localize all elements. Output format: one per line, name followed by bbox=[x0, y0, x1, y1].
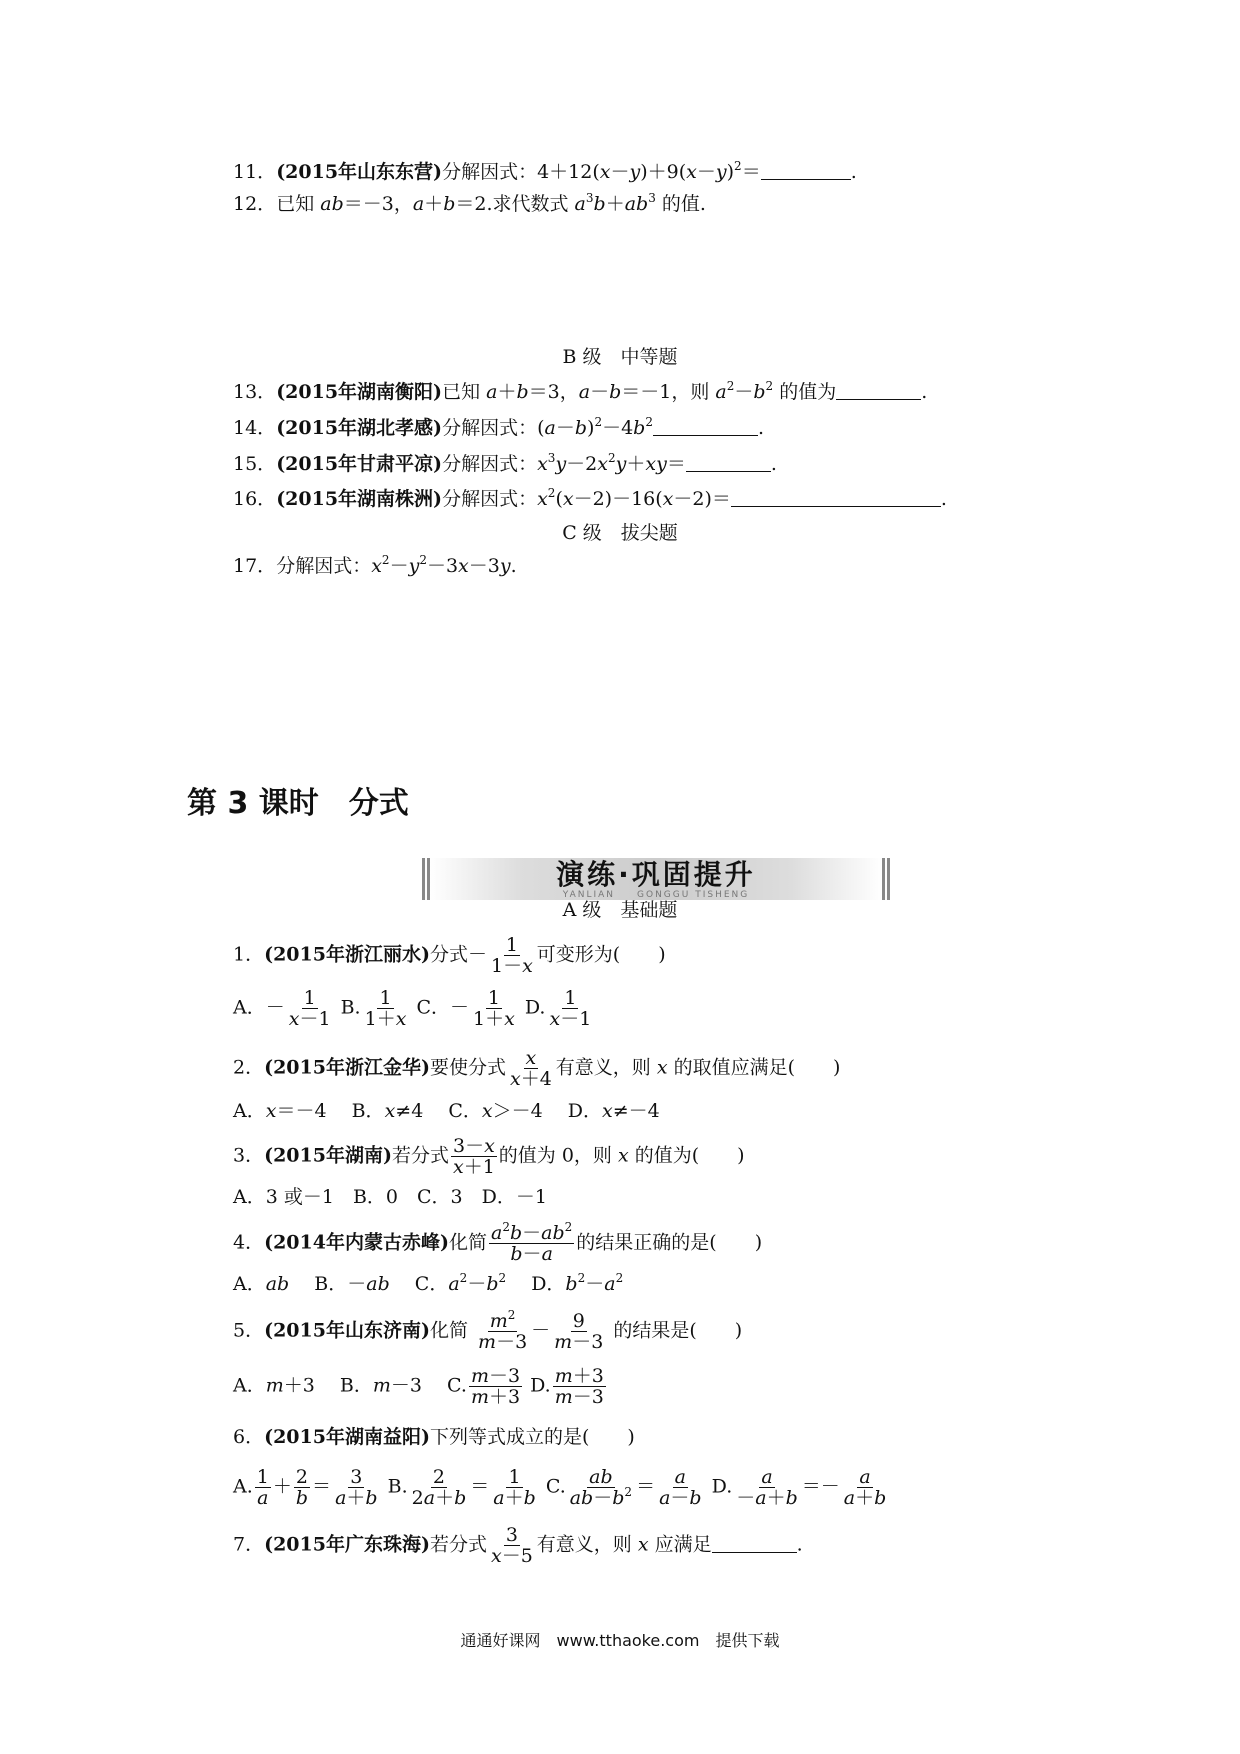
problem-5: 5．(2015年山东济南)化简 $\frac{m^2}{m-3}$ － $\frac{9}{m-3}$ 的结果是( ) bbox=[233, 1308, 743, 1353]
problem-1-options: A．－ $\frac{1}{x-1}$ B. $\frac{1}{1+x}$ C．－ $\frac{1}{1+x}$ D. $\frac{1}{x-1}$ bbox=[233, 987, 592, 1030]
question-11: 11．(2015年山东东营)分解因式：$4+12(x-y)+9(x-y)^2=$ . bbox=[233, 159, 857, 183]
question-source: (2015年山东济南) bbox=[264, 1319, 430, 1342]
answer-blank[interactable] bbox=[836, 381, 921, 400]
question-source: (2015年湖南株洲) bbox=[276, 488, 443, 510]
fraction: $\frac{3-x}{x+1}$ bbox=[452, 1135, 495, 1178]
problem-6-options: A. $\frac{1}{a}$ ＋ $\frac{2}{b}$ ＝ $\frac{3}{a+b}$ B. $\frac{2}{2a+b}$ ＝ $\frac{1}{a+b}$ C. $\frac{ab}{ab-b^2}$ ＝ $\frac{a}{a-b}$ D. $\frac{a}{-a+b}$ ＝－ $\frac{a}{a+b}$ bbox=[233, 1466, 887, 1509]
question-12: 12．已知 ab＝－3，a＋b＝2.求代数式 $a^3b+ab^3$ 的值. bbox=[233, 191, 706, 215]
section-title: 第 3 课时 分式 bbox=[187, 786, 409, 821]
fraction: $\frac{x}{x+4}$ bbox=[509, 1047, 552, 1090]
answer-blank[interactable] bbox=[731, 488, 941, 507]
level-b-heading: B 级 中等题 bbox=[562, 346, 678, 368]
answer-blank[interactable] bbox=[761, 161, 851, 180]
answer-blank[interactable] bbox=[653, 417, 758, 436]
answer-blank[interactable] bbox=[712, 1534, 797, 1553]
question-13: 13．(2015年湖南衡阳)已知 a＋b＝3，a－b＝－1，则 $a^2-b^2$ 的值为 . bbox=[233, 379, 928, 403]
problem-3: 3．(2015年湖南)若分式 $\frac{3-x}{x+1}$ 的值为 0，则 x 的值为( ) bbox=[233, 1135, 745, 1178]
problem-4: 4．(2014年内蒙古赤峰)化简 $\frac{a^2b-ab^2}{b-a}$ 的结果正确的是( ) bbox=[233, 1220, 763, 1265]
fraction: $\frac{m^2}{m-3}$ bbox=[478, 1308, 528, 1353]
practice-banner bbox=[422, 858, 890, 900]
problem-5-options: A．m＋3 B．m－3 C. $\frac{m-3}{m+3}$ D. $\frac{m+3}{m-3}$ bbox=[233, 1365, 604, 1408]
problem-4-options: A．ab B．－ab C．$a^2-b^2$ D．$b^2-a^2$ bbox=[233, 1271, 624, 1295]
problem-2-options: A．x＝－4 B．x≠4 C．x＞－4 D．x≠－4 bbox=[233, 1100, 660, 1122]
question-source: (2015年湖南衡阳) bbox=[276, 381, 443, 403]
fraction: $\frac{1}{1-x}$ bbox=[490, 934, 533, 977]
problem-2: 2．(2015年浙江金华)要使分式 $\frac{x}{x+4}$ 有意义，则 x 的取值应满足( ) bbox=[233, 1047, 841, 1090]
banner-pinyin: YANLIAN GONGGU TISHENG bbox=[562, 890, 750, 900]
fraction: $\frac{3}{x-5}$ bbox=[490, 1524, 533, 1567]
question-source: (2015年山东东营) bbox=[276, 161, 443, 183]
question-source: (2015年甘肃平凉) bbox=[276, 453, 443, 475]
question-source: (2015年湖北孝感) bbox=[276, 417, 443, 439]
question-source: (2015年广东珠海) bbox=[264, 1533, 430, 1556]
problem-6: 6．(2015年湖南益阳)下列等式成立的是( ) bbox=[233, 1426, 635, 1448]
question-source: (2014年内蒙古赤峰) bbox=[264, 1231, 449, 1254]
fraction: $\frac{a^2b-ab^2}{b-a}$ bbox=[490, 1220, 573, 1265]
fraction: $\frac{9}{m-3}$ bbox=[554, 1310, 604, 1353]
question-source: (2015年湖南) bbox=[264, 1144, 392, 1167]
question-source: (2015年湖南益阳) bbox=[264, 1426, 430, 1448]
question-source: (2015年浙江金华) bbox=[264, 1056, 430, 1079]
banner-title: 演练·巩固提升 bbox=[556, 858, 756, 891]
question-16: 16．(2015年湖南株洲)分解因式：$x^2(x-2)-16(x-2)=$ . bbox=[233, 486, 947, 510]
level-c-heading: C 级 拔尖题 bbox=[562, 522, 678, 544]
problem-3-options: A．3 或－1 B．0 C．3 D．－1 bbox=[233, 1186, 547, 1208]
page-footer: 通通好课网 www.tthaoke.com 提供下载 bbox=[460, 1631, 780, 1650]
problem-7: 7．(2015年广东珠海)若分式 $\frac{3}{x-5}$ 有意义，则 x 应满足 . bbox=[233, 1524, 803, 1567]
question-14: 14．(2015年湖北孝感)分解因式：$(a-b)^2-4b^2$ . bbox=[233, 415, 765, 439]
level-a-heading: A 级 基础题 bbox=[562, 899, 678, 921]
question-source: (2015年浙江丽水) bbox=[264, 943, 430, 966]
question-15: 15．(2015年甘肃平凉)分解因式：$x^3y-2x^2y+xy=$ . bbox=[233, 451, 777, 475]
answer-blank[interactable] bbox=[686, 453, 771, 472]
problem-1: 1．(2015年浙江丽水)分式－ $\frac{1}{1-x}$ 可变形为( ) bbox=[233, 934, 666, 977]
question-17: 17．分解因式：$x^2-y^2-3x-3y$. bbox=[233, 553, 517, 577]
